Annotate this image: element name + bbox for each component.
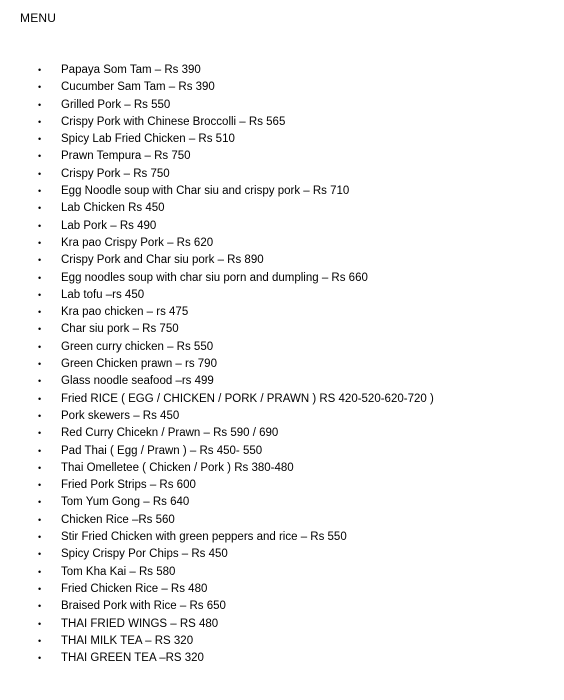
menu-item-text: Pad Thai ( Egg / Prawn ) – Rs 450- 550 <box>61 444 263 457</box>
menu-item-text: Braised Pork with Rice – Rs 650 <box>61 600 226 613</box>
bullet-icon: • <box>38 532 42 543</box>
bullet-icon: • <box>38 116 42 127</box>
bullet-icon: • <box>38 410 42 421</box>
bullet-icon: • <box>38 168 42 179</box>
bullet-icon: • <box>38 151 42 162</box>
menu-item-text: Kra pao chicken – rs 475 <box>61 306 189 319</box>
menu-item-text: Lab tofu –rs 450 <box>61 288 145 301</box>
bullet-icon: • <box>38 255 42 266</box>
bullet-icon: • <box>38 497 42 508</box>
menu-item-text: THAI FRIED WINGS – RS 480 <box>61 617 219 630</box>
bullet-icon: • <box>38 237 42 248</box>
menu-item-text: Thai Omelletee ( Chicken / Pork ) Rs 380-480 <box>61 461 294 474</box>
bullet-icon: • <box>38 65 42 75</box>
bullet-icon: • <box>38 359 42 370</box>
menu-item-text: Spicy Lab Fried Chicken – Rs 510 <box>61 133 235 146</box>
menu-item-text: Lab Pork – Rs 490 <box>61 219 157 232</box>
bullet-icon: • <box>38 220 42 231</box>
menu-item-text: Prawn Tempura – Rs 750 <box>61 150 191 163</box>
bullet-icon: • <box>38 307 42 318</box>
bullet-icon: • <box>38 324 42 335</box>
bullet-icon: • <box>38 82 42 93</box>
bullet-icon: • <box>38 134 42 145</box>
menu-item-text: THAI MILK TEA – RS 320 <box>61 634 194 647</box>
bullet-icon: • <box>38 341 42 352</box>
menu-item-text: Tom Kha Kai – Rs 580 <box>61 565 176 578</box>
bullet-icon: • <box>38 566 42 577</box>
bullet-icon: • <box>38 601 42 612</box>
menu-item-text: Fried Pork Strips – Rs 600 <box>61 479 196 492</box>
menu-item-text: THAI GREEN TEA –RS 320 <box>61 652 204 665</box>
bullet-icon: • <box>38 99 42 110</box>
menu-item-text: Char siu pork – Rs 750 <box>61 323 179 336</box>
menu-item-text: Pork skewers – Rs 450 <box>61 409 180 422</box>
menu-item-text: Cucumber Sam Tam – Rs 390 <box>61 81 215 94</box>
bullet-icon: • <box>38 203 42 214</box>
bullet-icon: • <box>38 514 42 525</box>
menu-item-text: Crispy Pork and Char siu pork – Rs 890 <box>61 254 264 267</box>
menu-item-text: Spicy Crispy Por Chips – Rs 450 <box>61 548 228 561</box>
menu-item-text: Glass noodle seafood –rs 499 <box>61 375 214 388</box>
bullet-icon: • <box>38 583 42 594</box>
menu-item-text: Crispy Pork – Rs 750 <box>61 167 170 180</box>
bullet-icon: • <box>38 480 42 491</box>
menu-item-text: Red Curry Chicekn / Prawn – Rs 590 / 690 <box>61 427 279 440</box>
page-title: MENU <box>20 11 57 25</box>
menu-item-text: Tom Yum Gong – Rs 640 <box>61 496 190 509</box>
bullet-icon: • <box>38 618 42 629</box>
menu-item-text: Lab Chicken Rs 450 <box>61 202 165 215</box>
bullet-icon: • <box>38 272 42 283</box>
bullet-icon: • <box>38 635 42 646</box>
bullet-icon: • <box>38 445 42 456</box>
menu-item-text: Egg Noodle soup with Char siu and crispy pork – Rs 710 <box>61 185 350 198</box>
menu-item-text: Stir Fried Chicken with green peppers and rice – Rs 550 <box>61 531 347 544</box>
bullet-icon: • <box>38 549 42 560</box>
menu-item-text: Grilled Pork – Rs 550 <box>61 98 171 111</box>
bullet-icon: • <box>38 376 42 387</box>
bullet-icon: • <box>38 186 42 197</box>
menu-item-text: Kra pao Crispy Pork – Rs 620 <box>61 236 214 249</box>
menu-item-text: Chicken Rice –Rs 560 <box>61 513 175 526</box>
menu-item-text: Papaya Som Tam – Rs 390 <box>61 64 201 76</box>
bullet-icon: • <box>38 428 42 439</box>
bullet-icon: • <box>38 462 42 473</box>
menu-item-text: Fried RICE ( EGG / CHICKEN / PORK / PRAWN ) RS 420-520-620-720 ) <box>61 392 434 405</box>
menu-item-text: Crispy Pork with Chinese Broccolli – Rs 565 <box>61 115 286 128</box>
menu-item-text: Green curry chicken – Rs 550 <box>61 340 214 353</box>
menu-item-text: Fried Chicken Rice – Rs 480 <box>61 582 208 595</box>
menu-item-text: Egg noodles soup with char siu porn and dumpling – Rs 660 <box>61 271 368 284</box>
menu-item-text: Green Chicken prawn – rs 790 <box>61 358 217 371</box>
bullet-icon: • <box>38 289 42 300</box>
bullet-icon: • <box>38 393 42 404</box>
bullet-icon: • <box>38 653 42 664</box>
